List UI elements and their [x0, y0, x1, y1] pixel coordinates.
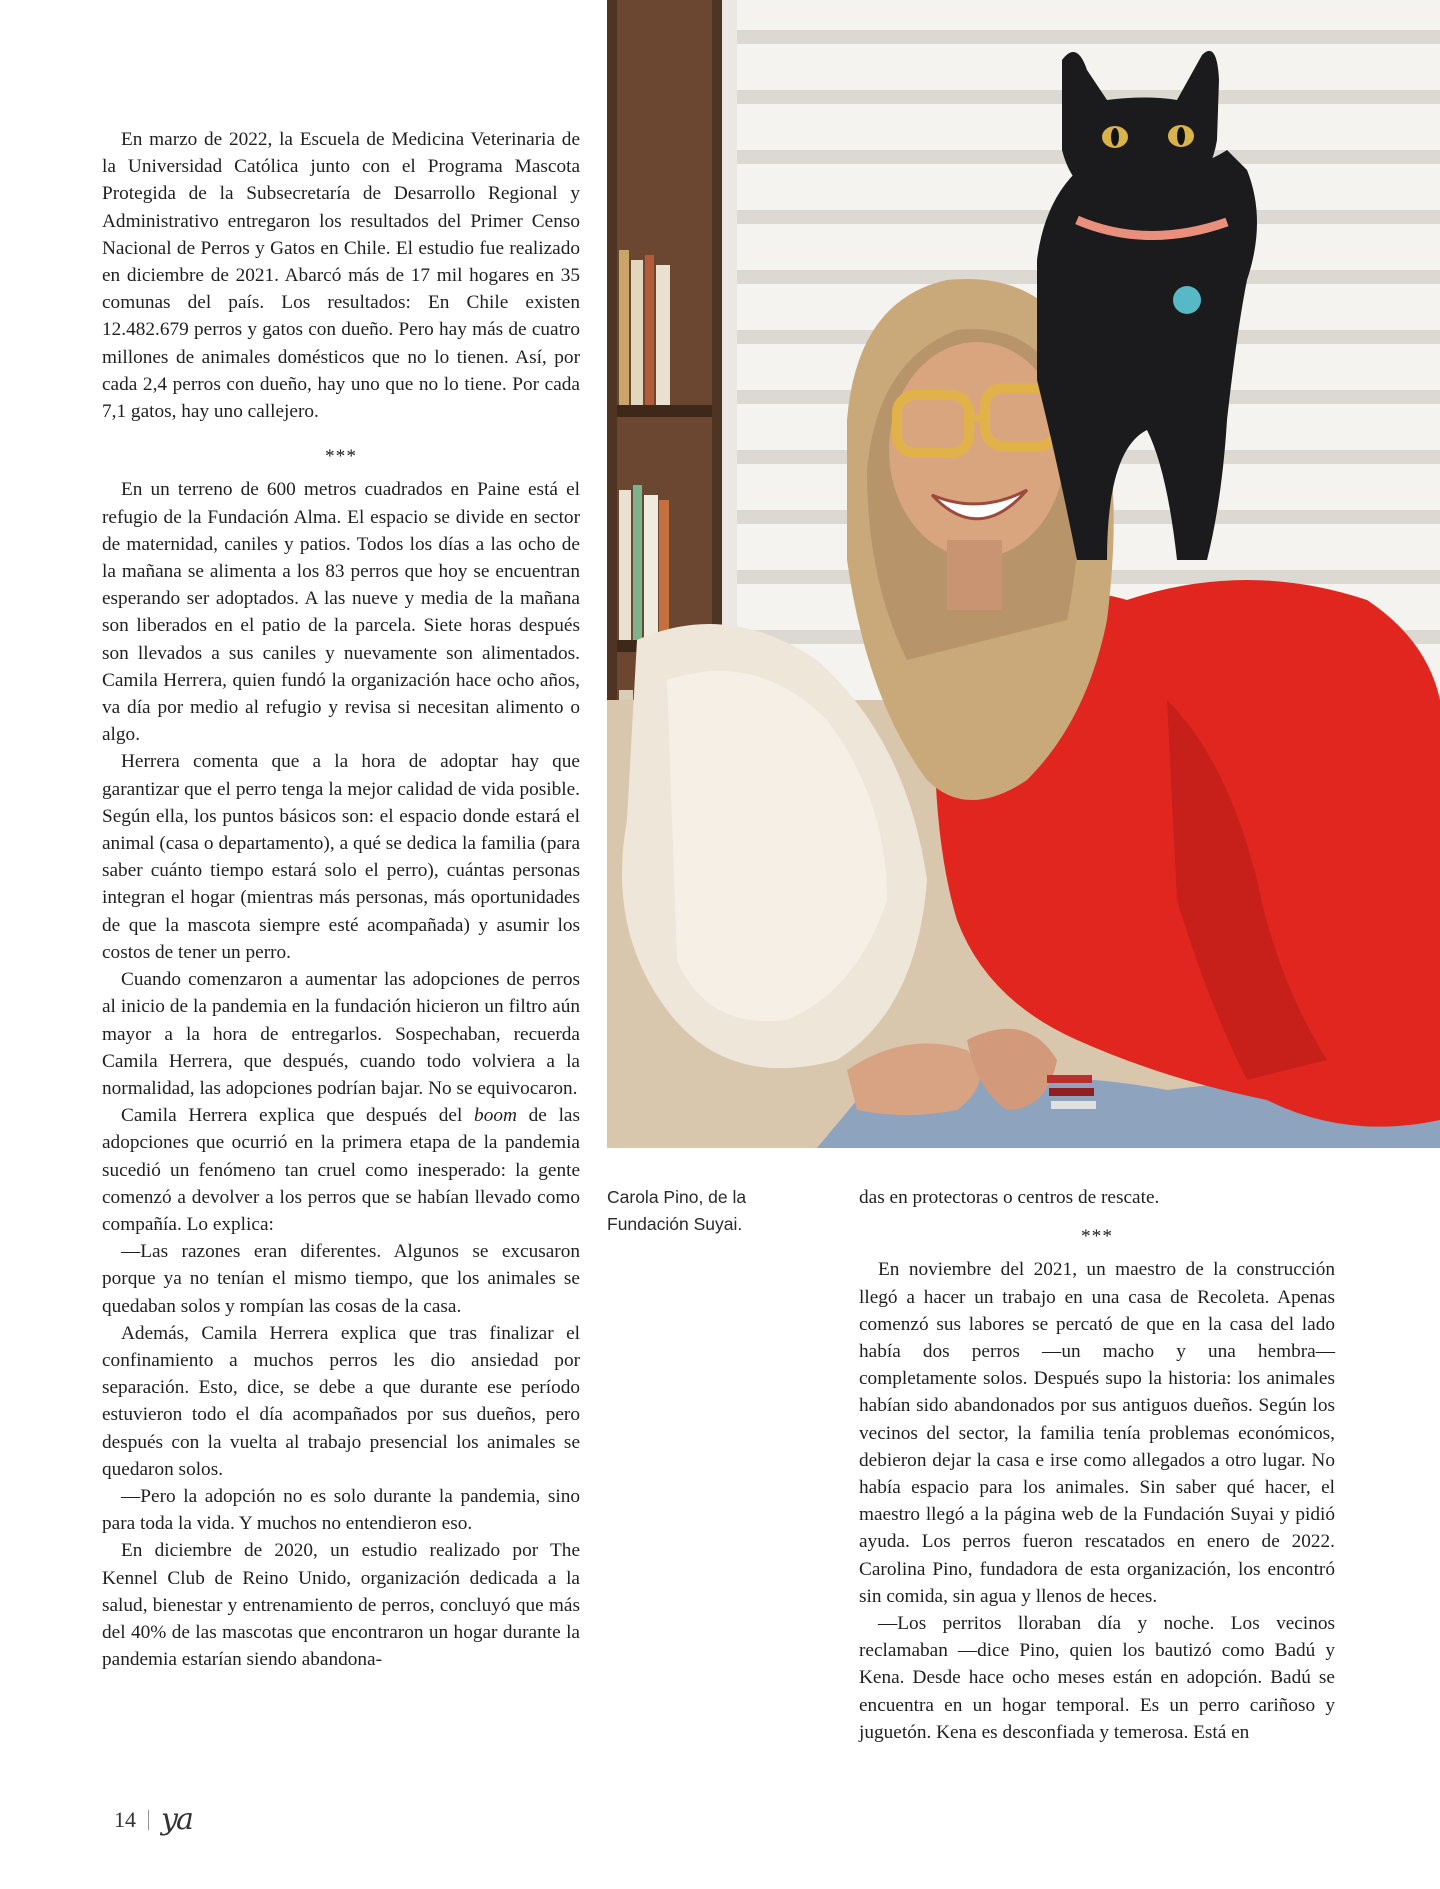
section-separator: *** [325, 446, 357, 468]
portrait-photo [607, 0, 1440, 1148]
section-separator-right: *** [1081, 1226, 1113, 1248]
right-article-column [859, 1184, 1335, 1746]
boom-text-after: de las adopciones que ocurrió en la primera etapa de la pandemia sucedió un fenómeno tan cruel como inesperado: la gente comenzó a devolver a los perros que se habían llevado como compañía. Lo explica: [102, 1105, 580, 1235]
paragraph-recoleta: En noviembre del 2021, un maestro de la construcción llegó a hacer un trabajo en una casa de Recoleta. Apenas comenzó sus labores se percató de que en la casa del lado había dos perros —un macho y una hembra— completamente solos. Después supo la historia: los animales habían sido abandonados por sus antiguos dueños. Según los vecinos del sector, la familia tenía problemas económicos, debieron dejar la casa e irse como allegados a otro lugar. No había espacio para los animales. Sin saber qué hacer, el maestro llegó a la página web de la Fundación Suyai y pidió ayuda. Los perros fueron rescatados en enero de 2022. Carolina Pino, fundadora de esta organización, los encontró sin comida, sin agua y llenos de heces. [859, 1259, 1335, 1607]
quote-reasons: —Las razones eran diferentes. Algunos se excusaron porque ya no tenían el mismo tiempo, que los animales se quedaban solos y rompían las cosas de la casa. [102, 1241, 580, 1317]
paragraph-kennel-club: En diciembre de 2020, un estudio realizado por The Kennel Club de Reino Unido, organización dedicada a la salud, bienestar y entrenamiento de perros, concluyó que más del 40% de las mascotas que encontraron un hogar durante la pandemia estarían siendo abandona- [102, 1540, 580, 1671]
paragraph-refugio: En un terreno de 600 metros cuadrados en Paine está el refugio de la Fundación Alma. El espacio se divide en sector de maternidad, caniles y patios. Todos los días a las ocho de la mañana se alimenta a los 83 perros que hoy se encuentran esperando ser adoptados. A las nueve y media de la mañana son liberados en el patio de la parcela. Siete horas después son llevados a sus caniles y nuevamente son alimentados. Camila Herrera, quien fundó la organización hace ocho años, va día por medio al refugio y revisa si necesitan alimento o algo. [102, 479, 580, 746]
magazine-logo: ya [161, 1802, 192, 1837]
paragraph-adoption-criteria: Herrera comenta que a la hora de adoptar hay que garantizar que el perro tenga la mejor calidad de vida posible. Según ella, los puntos básicos son: el espacio donde estará el animal (casa o departamento), a qué se dedica la familia (para saber cuánto tiempo estará solo el perro), cuántas personas integran el hogar (mientras más personas, más oportunidades de que la mascota siempre esté acompañada) y asumir los costos de tener un perro. [102, 751, 580, 963]
quote-perritos: —Los perritos lloraban día y noche. Los vecinos reclamaban —dice Pino, quien los bautizó como Badú y Kena. Desde hace ocho meses están en adopción. Badú se encuentra en un hogar temporal. Es un perro cariñoso y juguetón. Kena es desconfiada y temerosa. Está en [859, 1613, 1335, 1743]
paragraph-anxiety: Además, Camila Herrera explica que tras finalizar el confinamiento a muchos perros les dio ansiedad por separación. Esto, dice, se debe a que durante ese período estuvieron todo el día acompañados por sus dueños, pero después con la vuelta al trabajo presencial los animales se quedaron solos. [102, 1322, 580, 1480]
quote-lifetime: —Pero la adopción no es solo durante la pandemia, sino para toda la vida. Y muchos no entendieron eso. [102, 1485, 580, 1535]
page-number: 14 [114, 1806, 136, 1832]
boom-italic: boom [474, 1105, 517, 1127]
boom-text-before: Camila Herrera explica que después del [121, 1105, 475, 1127]
paragraph-census: En marzo de 2022, la Escuela de Medicina Veterinaria de la Universidad Católica junto con el Programa Mascota Protegida de la Subsecretaría de Desarrollo Regional y Administrativo entregaron los resultados del Primer Censo Nacional de Perros y Gatos en Chile. El estudio fue realizado en diciembre de 2021. Abarcó más de 17 mil hogares en 35 comunas del país. Los resultados: En Chile existen 12.482.679 perros y gatos con dueño. Pero hay más de cuatro millones de animales domésticos que no lo tienen. Así, por cada 2,4 perros con dueño, hay uno que no lo tiene. Por cada 7,1 gatos, hay uno callejero. [102, 129, 580, 423]
footer-divider [148, 1810, 149, 1830]
paragraph-boom [102, 1102, 580, 1238]
left-article-column [102, 126, 580, 1673]
paragraph-pandemic-filter: Cuando comenzaron a aumentar las adopciones de perros al inicio de la pandemia en la fundación hicieron un filtro aún mayor a la hora de entregarlos. Sospechaban, recuerda Camila Herrera, que después, cuando todo volviera a la normalidad, las adopciones podrían bajar. No se equivocaron. [102, 969, 580, 1099]
page-footer [114, 1802, 192, 1837]
paragraph-continuation: das en protectoras o centros de rescate. [859, 1187, 1160, 1208]
photo-caption: Carola Pino, de la Fundación Suyai. [607, 1187, 747, 1234]
